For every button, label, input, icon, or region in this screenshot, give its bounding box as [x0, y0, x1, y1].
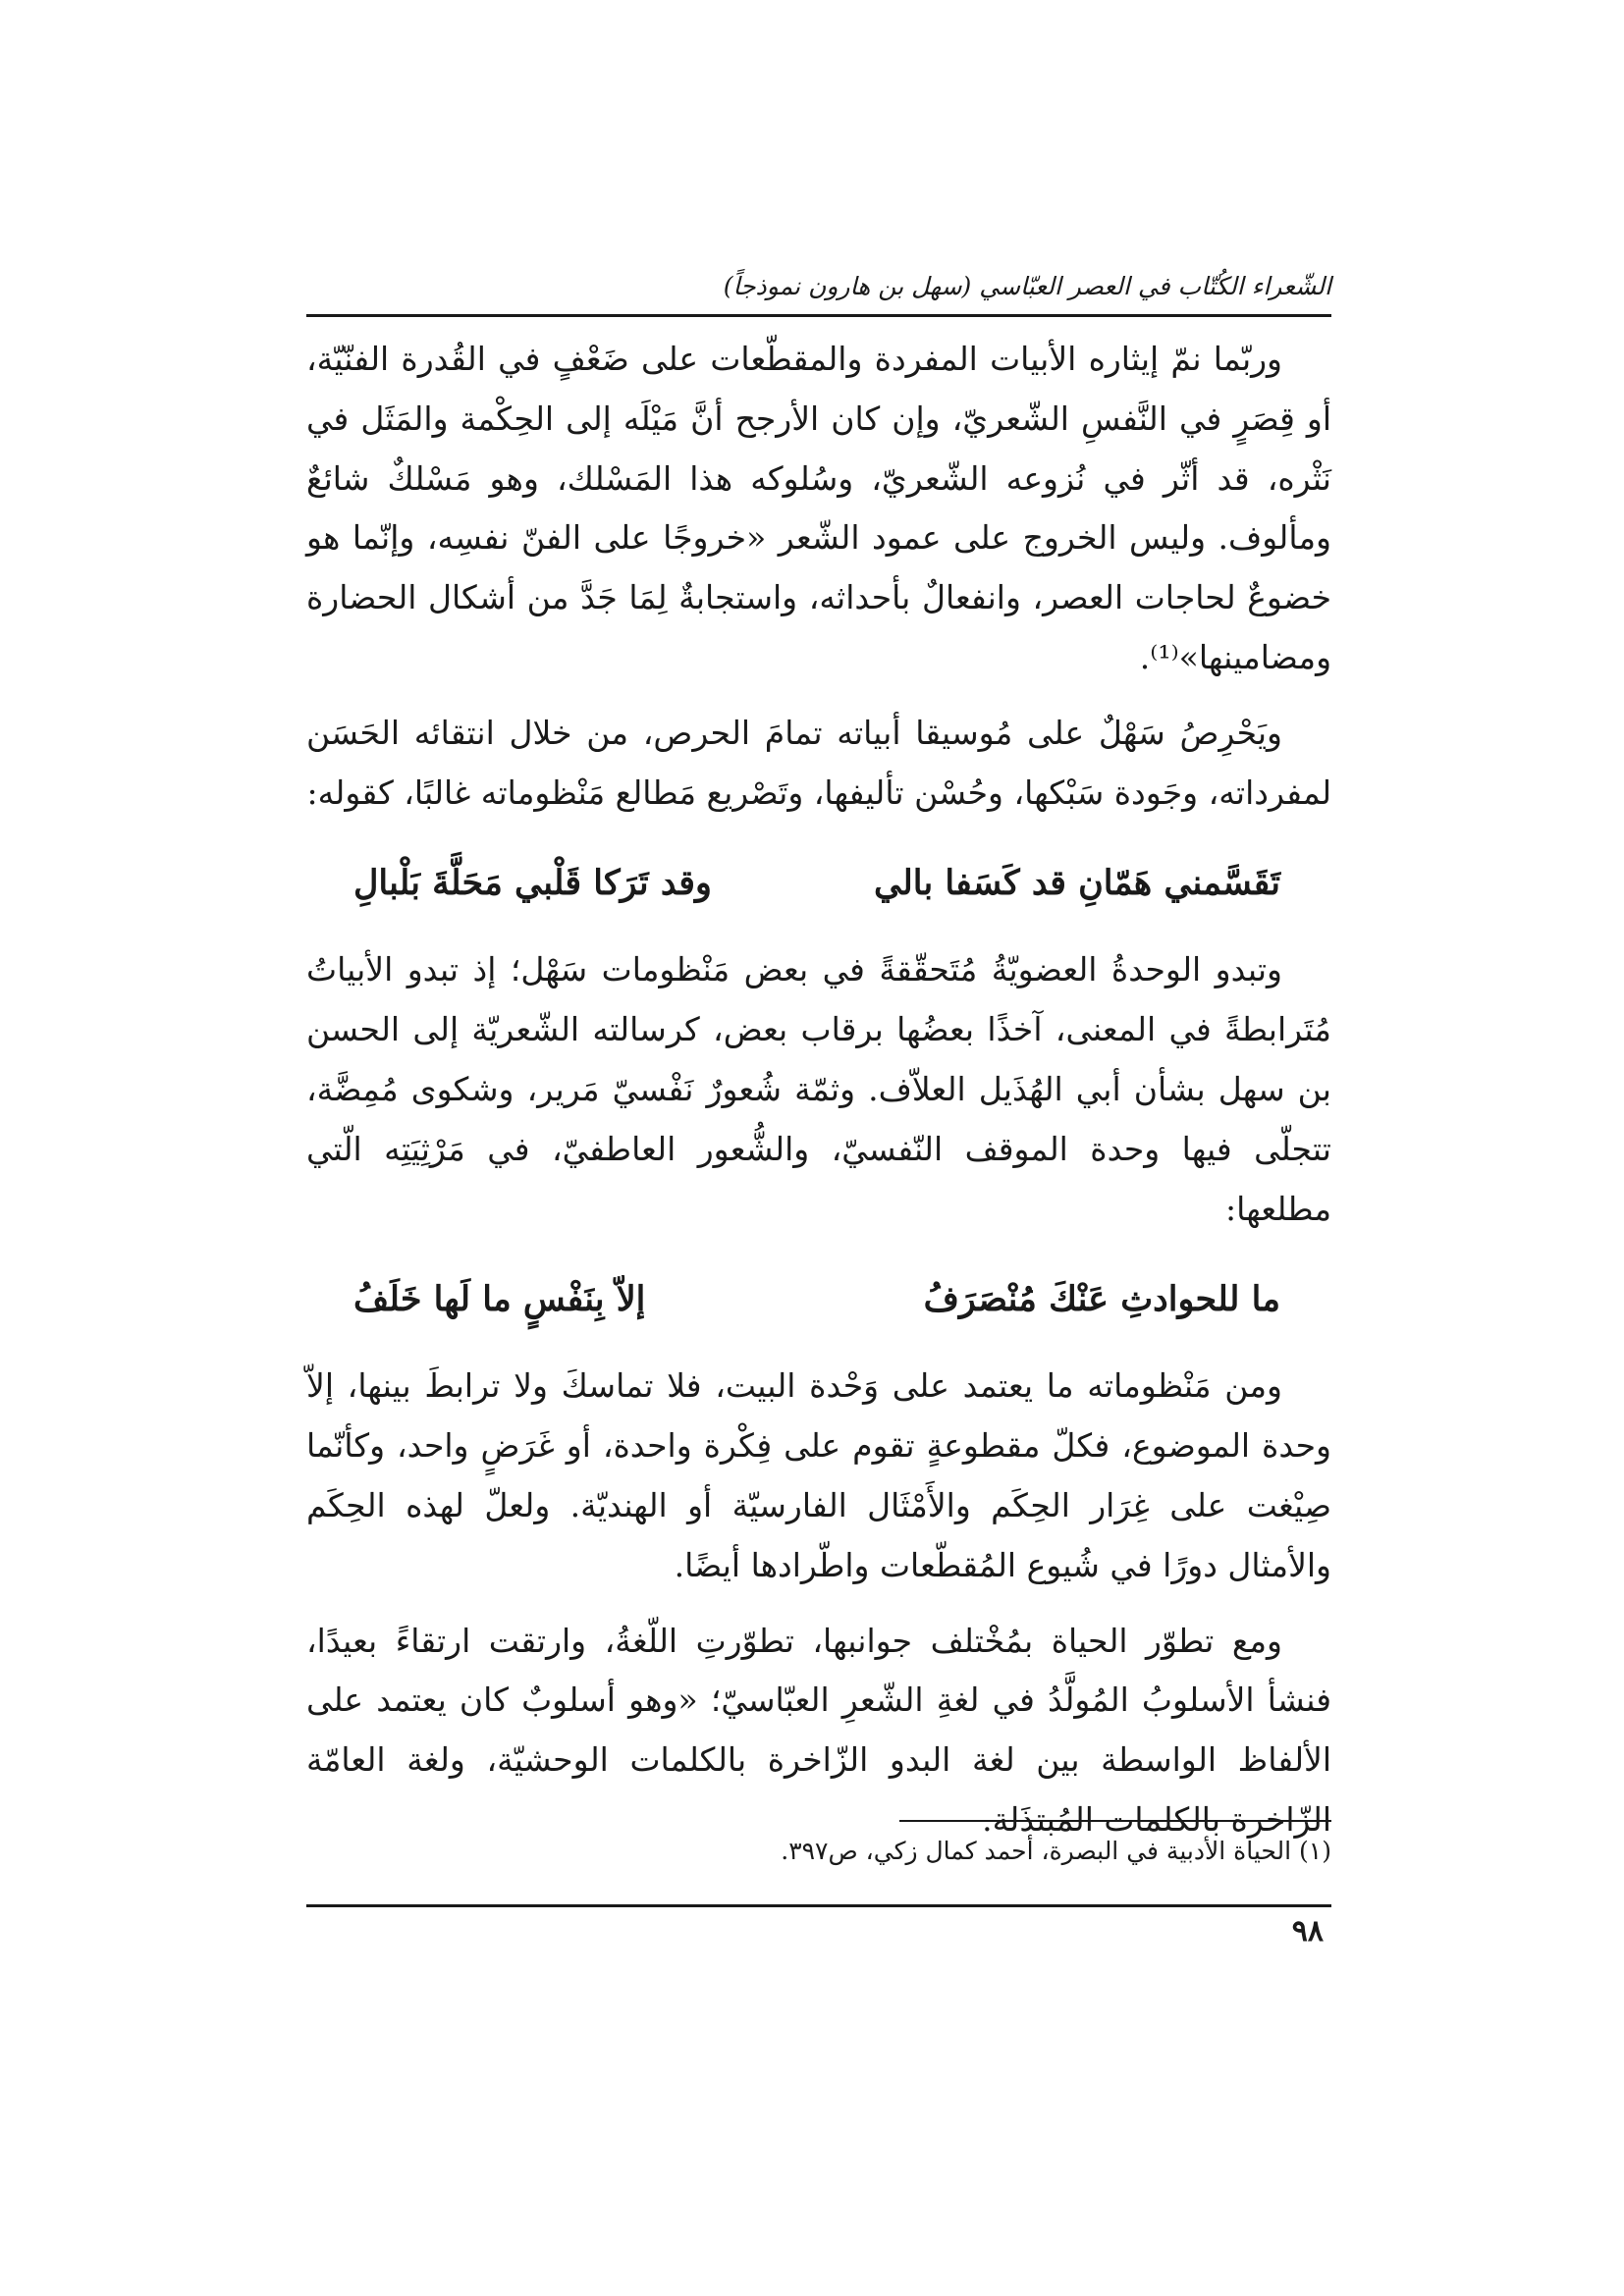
book-page: [306, 265, 1331, 1993]
verse-second-hemistich: إلاّ بِنَفْسٍ ما لَها خَلَفُ: [353, 1278, 646, 1319]
verse-line: [306, 1255, 1331, 1345]
paragraph: ومع تطوّر الحياة بمُخْتلف جوانبها، تطوّرتِ اللّغةُ، وارتقت ارتقاءً بعيدًا، فنشأ الأسلوبُ المُولَّدُ في لغةِ الشّعرِ العبّاسيّ؛ «وهو أسلوبٌ كان يعتمد على الألفاظ الواسطة بين لغة البدو الزّاخرة بالكلمات الوحشيّة، ولغة العامّة الزّاخرة بالكلمات المُبتذَلة.: [306, 1621, 1331, 1839]
paragraph: وربّما نمّ إيثاره الأبيات المفردة والمقطّعات على ضَعْفٍ في القُدرة الفنّيّة، أو قِصَرٍ في النَّفسِ الشّعريّ، وإن كان الأرجح أنَّ مَيْلَه إلى الحِكْمة والمَثَل في نَثْره، قد أثّر في نُزوعه الشّعريّ، وسُلوكه هذا المَسْلك، وهو مَسْلكٌ شائعٌ ومألوف. وليس الخروج على عمود الشّعر «خروجًا على الفنّ نفسِه، وإنّما هو خضوعٌ لحاجات العصر، وانفعالٌ بأحداثه، واستجابةٌ لِمَا جَدَّ من أشكال الحضارة ومضامينها»⁽¹⁾.: [306, 340, 1331, 676]
footnote-rule: [899, 1820, 1331, 1822]
verse-first-hemistich: ما للحوادثِ عَنْكَ مُنْصَرَفُ: [923, 1278, 1280, 1319]
running-header: الشّعراء الكُتّاب في العصر العبّاسي (سهل بن هارون نموذجاً): [723, 272, 1331, 300]
verse-second-hemistich: وقد تَرَكا قَلْبي مَحَلَّةَ بَلْبالِ: [353, 862, 712, 903]
verse-first-hemistich: تَقَسَّمني هَمّانِ قد كَسَفا بالي: [873, 862, 1280, 903]
paragraph: وتبدو الوحدةُ العضويّةُ مُتَحقّقةً في بعض مَنْظومات سَهْل؛ إذ تبدو الأبياتُ مُتَرابطةً في المعنى، آخذًا بعضُها برقاب بعض، كرسالته الشّعريّة إلى الحسن بن سهل بشأن أبي الهُذَيل العلاّف. وثمّة شُعورٌ نَفْسيّ مَرير، وشكوى مُمِضَّة، تتجلّى فيها وحدة الموقف النّفسيّ، والشُّعور العاطفيّ، في مَرْثِيَتِه الّتي مطلعها:: [306, 950, 1331, 1228]
verse-line: [306, 838, 1331, 929]
footer-rule: [306, 1904, 1331, 1907]
paragraph: ومن مَنْظوماته ما يعتمد على وَحْدة البيت، فلا تماسكَ ولا ترابطَ بينها، إلاّ وحدة الموضوع، فكلّ مقطوعةٍ تقوم على فِكْرة واحدة، أو غَرَضٍ واحد، وكأنّما صِيْغت على غِرَار الحِكَم والأَمْثَال الفارسيّة أو الهنديّة. ولعلّ لهذه الحِكَم والأمثال دورًا في شُيوع المُقطّعات واطّرادها أيضًا.: [306, 1366, 1331, 1584]
body-text: [306, 330, 1331, 1866]
paragraph: ويَحْرِصُ سَهْلٌ على مُوسيقا أبياته تمامَ الحرص، من خلال انتقائه الحَسَن لمفرداته، وجَودة سَبْكها، وحُسْن تأليفها، وتَصْريع مَطالع مَنْظوماته غالبًا، كقوله:: [306, 713, 1331, 812]
page-number: ٩٨: [1291, 1914, 1324, 1949]
footnote: (١) الحياة الأدبية في البصرة، أحمد كمال زكي، ص٣٩٧.: [781, 1837, 1331, 1865]
header-rule: [306, 314, 1331, 317]
